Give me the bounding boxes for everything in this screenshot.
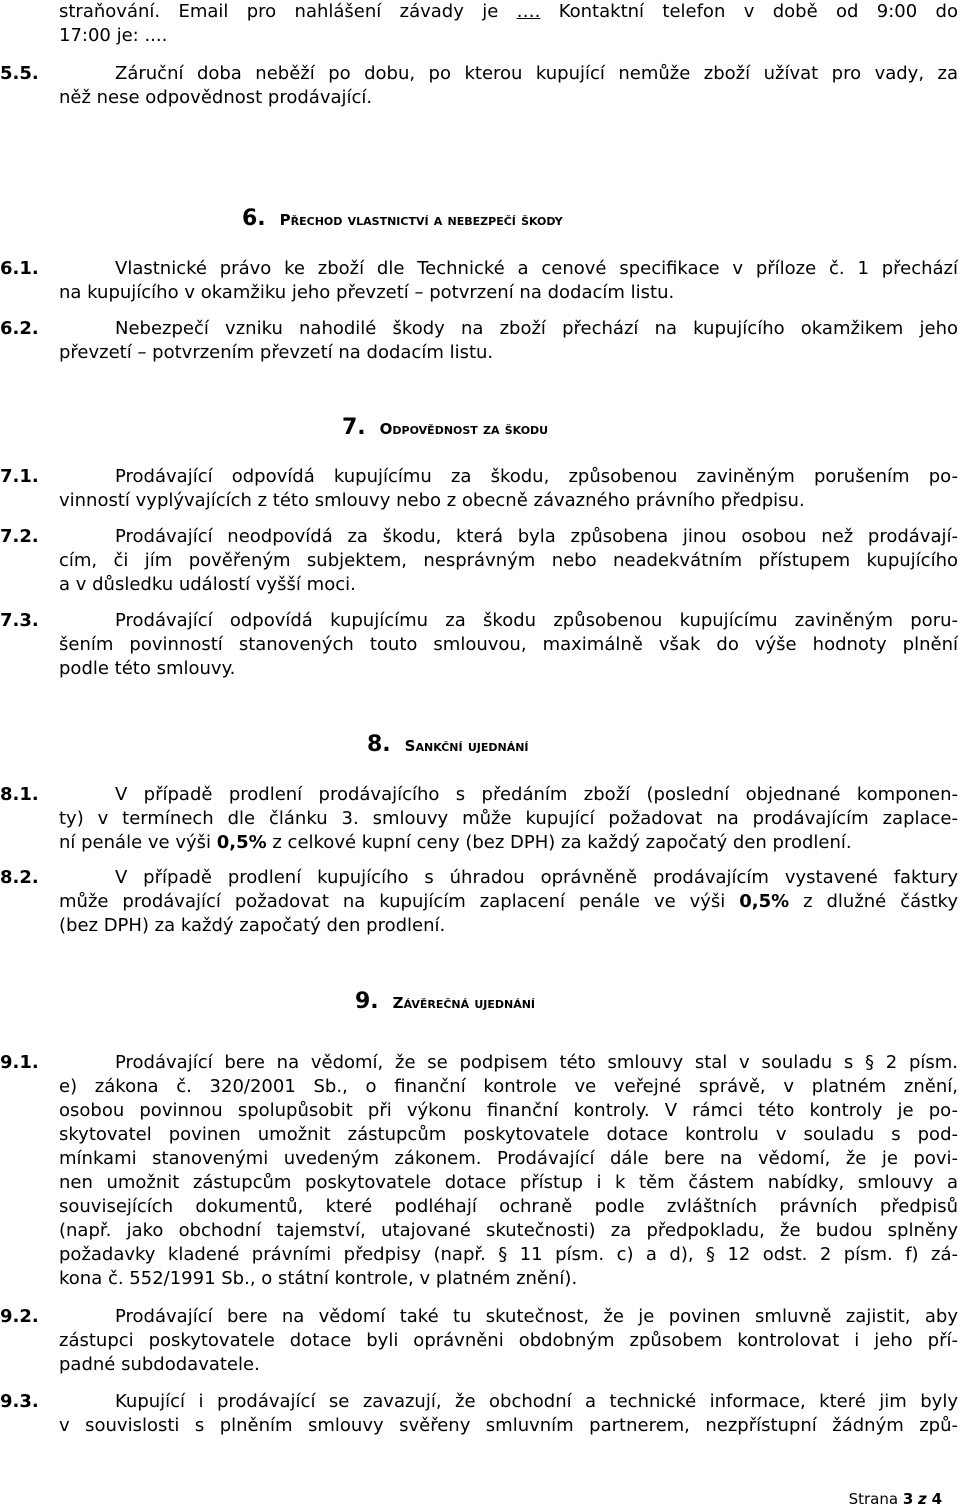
- section-heading: [242, 207, 563, 232]
- text-line: V případě prodlení kupujícího s úhradou oprávněně prodávajícím vystavené faktury: [115, 867, 958, 888]
- text-line: (např. jako obchodní tajemství, utajované skutečnosti) za předpokladu, že budou splněny: [59, 1220, 958, 1241]
- text-line: Kupující i prodávající se zavazují, že obchodní a technické informace, které jim byly: [115, 1391, 958, 1412]
- section-title: Závěrečná ujednání: [392, 994, 536, 1012]
- text-line: v souvislosti s plněním smlouvy svěřeny smluvním partnerem, nezpřístupní žádným způ-: [59, 1415, 958, 1436]
- section-heading: [355, 990, 535, 1015]
- page-total: 4: [931, 1490, 942, 1508]
- text-fragment: z dlužné částky: [789, 891, 958, 912]
- text-line: souvisejících dokumentů, které podléhají ochraně podle zvláštních právních předpisů: [59, 1196, 958, 1217]
- section-number: 8.: [367, 732, 391, 757]
- paragraph-number: 8.1.: [0, 784, 39, 805]
- paragraph-number: 8.2.: [0, 867, 39, 888]
- text-line: a v důsledku událostí vyšší moci.: [59, 574, 356, 595]
- text-fragment: Kontaktní telefon v době od 9:00 do: [540, 1, 958, 22]
- paragraph-number: 5.5.: [0, 63, 39, 84]
- text-line: [59, 831, 958, 855]
- text-line: Prodávající odpovídá kupujícímu za škodu, způsobenou zaviněným porušením po-: [115, 466, 958, 487]
- text-line: [59, 890, 958, 914]
- text-line: 17:00 je: ....: [59, 25, 168, 46]
- footer-label: Strana: [848, 1490, 899, 1508]
- text-line: převzetí – potvrzením převzetí na dodacím listu.: [59, 342, 494, 363]
- paragraph-number: 7.1.: [0, 466, 39, 487]
- penalty-rate: 0,5%: [739, 891, 790, 912]
- text-line: osobou povinnou spolupůsobit při výkonu finanční kontroly. V rámci této kontroly je po-: [59, 1100, 958, 1121]
- section-heading: [342, 416, 548, 441]
- text-line: ty) v termínech dle článku 3. smlouvy může kupující požadovat na prodávajícím zaplace-: [59, 808, 958, 829]
- text-line: Vlastnické právo ke zboží dle Technické a cenové specifikace v příloze č. 1 přechází: [115, 258, 958, 279]
- text-line: šením povinností stanovených touto smlouvou, maximálně však do výše hodnoty plnění: [59, 634, 958, 655]
- text-line: na kupujícího v okamžiku jeho převzetí – potvrzení na dodacím listu.: [59, 282, 675, 303]
- text-fragment: může prodávající požadovat na kupujícím zaplacení penále ve výši: [59, 891, 740, 912]
- text-line: V případě prodlení prodávajícího s předáním zboží (poslední objednané komponen-: [115, 784, 958, 805]
- text-line: Nebezpečí vzniku nahodilé škody na zboží přechází na kupujícího okamžikem jeho: [115, 318, 958, 339]
- text-line: (bez DPH) za každý započatý den prodlení.: [59, 915, 446, 936]
- section-heading: [367, 733, 529, 758]
- text-line: podle této smlouvy.: [59, 658, 236, 679]
- paragraph-number: 6.2.: [0, 318, 39, 339]
- text-line: kona č. 552/1991 Sb., o státní kontrole, v platném znění).: [59, 1268, 578, 1289]
- text-line: nen umožnit zástupcům poskytovatele dotace přístup i k těm částem nabídky, smlouvy a: [59, 1172, 958, 1193]
- text-line: padné subdodavatele.: [59, 1354, 260, 1375]
- paragraph-number: 9.3.: [0, 1391, 39, 1412]
- text-fragment: ní penále ve výši: [59, 832, 217, 853]
- section-number: 9.: [355, 989, 379, 1014]
- email-link[interactable]: ….: [516, 1, 541, 22]
- footer-of: z: [918, 1490, 927, 1508]
- text-line: Prodávající bere na vědomí také tu skutečnost, že je povinen smluvně zajistit, aby: [115, 1306, 958, 1327]
- paragraph-number: 6.1.: [0, 258, 39, 279]
- text-line: Prodávající odpovídá kupujícímu za škodu způsobenou kupujícímu zaviněným poru-: [115, 610, 958, 631]
- paragraph-number: 7.3.: [0, 610, 39, 631]
- text-line: požadavky kladené právními předpisy (např. § 11 písm. c) a d), § 12 odst. 2 písm. f) zá-: [59, 1244, 958, 1265]
- paragraph-number: 7.2.: [0, 526, 39, 547]
- page-footer: [849, 1487, 942, 1511]
- text-fragment: straňování. Email pro nahlášení závady je: [59, 1, 517, 22]
- text-line: Záruční doba neběží po dobu, po kterou kupující nemůže zboží užívat pro vady, za: [115, 63, 958, 84]
- text-line: Prodávající neodpovídá za škodu, která byla způsobena jinou osobou než prodávají-: [115, 526, 958, 547]
- text-line: vinností vyplývajících z této smlouvy nebo z obecně závazného právního předpisu.: [59, 490, 805, 511]
- text-line: zástupci poskytovatele dotace byli oprávněni obdobným způsobem kontrolovat i jeho pří-: [59, 1330, 958, 1351]
- section-number: 6.: [242, 206, 266, 231]
- text-line: e) zákona č. 320/2001 Sb., o finanční kontrole ve veřejné správě, v platném znění,: [59, 1076, 958, 1097]
- penalty-rate: 0,5%: [216, 832, 267, 853]
- section-title: Přechod vlastnictví a nebezpečí škody: [279, 211, 563, 229]
- page-number: 3: [902, 1490, 914, 1508]
- section-number: 7.: [342, 415, 366, 440]
- text-line: skytovatel povinen umožnit zástupcům poskytovatele dotace kontrolu v souladu s pod-: [59, 1124, 958, 1145]
- text-line: něž nese odpovědnost prodávající.: [59, 87, 373, 108]
- text-line: Prodávající bere na vědomí, že se podpisem této smlouvy stal v souladu s § 2 písm.: [115, 1052, 958, 1073]
- paragraph-number: 9.2.: [0, 1306, 39, 1327]
- section-title: Odpovědnost za škodu: [379, 420, 549, 438]
- text-line: [59, 0, 958, 24]
- text-line: cím, či jím pověřeným subjektem, nesprávným nebo neadekvátním přístupem kupujícího: [59, 550, 958, 571]
- text-line: mínkami stanovenými uvedeným zákonem. Prodávající dále bere na vědomí, že je povi-: [59, 1148, 958, 1169]
- paragraph-number: 9.1.: [0, 1052, 39, 1073]
- section-title: Sankční ujednání: [404, 737, 529, 755]
- text-fragment: z celkové kupní ceny (bez DPH) za každý započatý den prodlení.: [266, 832, 852, 853]
